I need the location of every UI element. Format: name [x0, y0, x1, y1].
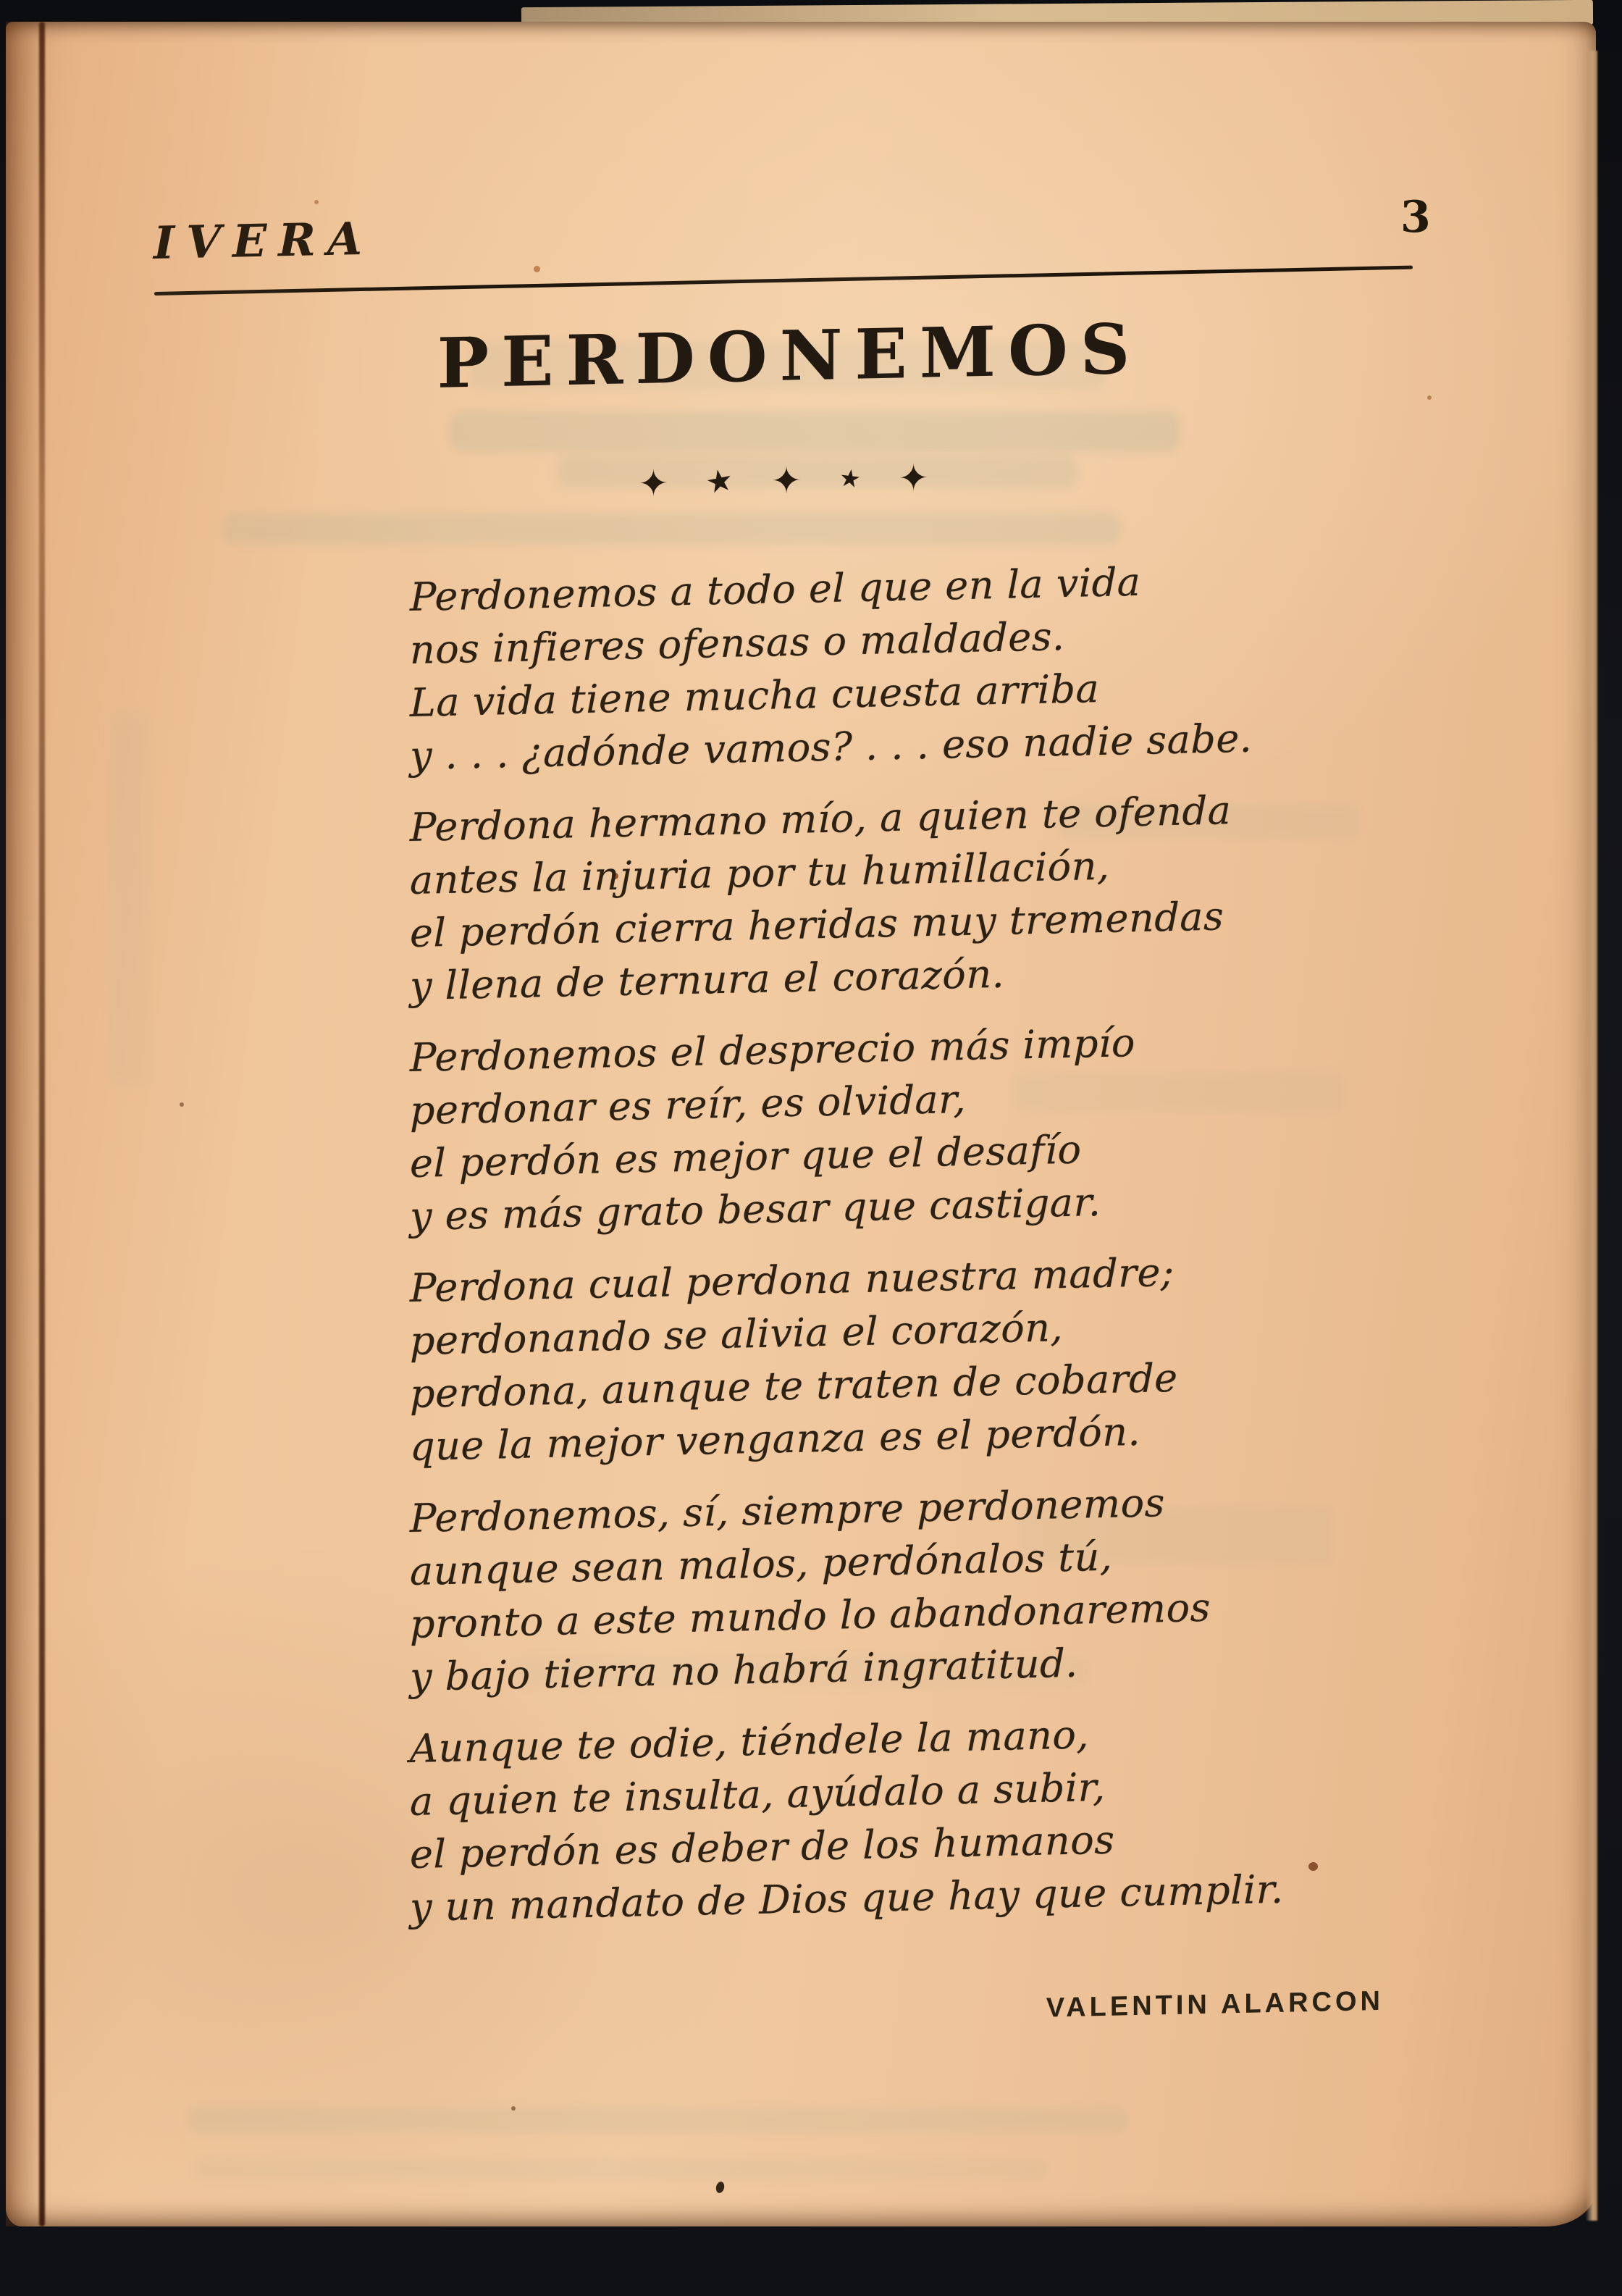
poem-line: y llena de ternura el corazón. [410, 950, 1005, 1009]
ghost-showthrough [449, 411, 1180, 452]
stanza [410, 548, 1482, 782]
poem-line: Perdonemos, sí, siempre perdonemos [410, 1480, 1165, 1541]
author-name: VALENTIN ALARCON [1046, 1985, 1384, 2024]
binding-crease [39, 22, 45, 2226]
poem-line: a quien te insulta, ayúdalo a subir, [410, 1764, 1106, 1824]
poem-line: nos infieres ofensas o maldades. [410, 613, 1065, 673]
four-point-star-icon: ✦ [771, 460, 802, 502]
ghost-showthrough [187, 2106, 1128, 2134]
poem-line: y bajo tierra no habrá ingratitud. [410, 1640, 1078, 1700]
five-point-star-icon: ★ [837, 465, 862, 494]
stanza [410, 779, 1482, 1013]
poem-title: PERDONEMOS [437, 309, 1143, 404]
paper-speck [314, 200, 319, 204]
poem-line: perdona, aunque te traten de cobarde [410, 1354, 1178, 1417]
poem-line: que la mejor venganza es el perdón. [410, 1408, 1141, 1470]
poem-line: Aunque te odie, tiéndele la mano, [410, 1711, 1090, 1772]
stanza [410, 1470, 1482, 1704]
poem-line: Perdonemos el desprecio más impío [410, 1020, 1135, 1081]
poem-line: y un mandato de Dios que hay que cumplir. [410, 1866, 1284, 1930]
stanza [410, 1009, 1482, 1243]
stanza [410, 1239, 1482, 1473]
running-title: IVERA [154, 211, 374, 269]
poem-line: el perdón es deber de los humanos [410, 1817, 1115, 1877]
four-point-star-icon: ✦ [898, 457, 929, 499]
poem-line: Perdona cual perdona nuestra madre; [410, 1249, 1175, 1311]
ghost-showthrough [107, 710, 151, 1086]
paper-speck [511, 2106, 516, 2111]
paper-speck [1427, 395, 1432, 400]
poem-line: perdonando se alivia el corazón, [410, 1304, 1064, 1364]
paper-speck [534, 266, 540, 272]
ghost-showthrough [194, 2158, 1049, 2180]
paper-speck [715, 2181, 726, 2194]
ghost-showthrough [223, 513, 1121, 545]
poem-line: perdonar es reír, es olvidar, [410, 1076, 967, 1134]
poem-line: Perdona hermano mío, a quien te ofenda [410, 787, 1232, 850]
poem-line: Perdonemos a todo el que en la vida [410, 558, 1141, 620]
four-point-star-icon: ✦ [638, 463, 669, 505]
poem-line: antes la injuria por tu humillación, [410, 842, 1110, 903]
poem-line: La vida tiene mucha cuesta arriba [410, 666, 1100, 726]
paper-speck [180, 1102, 184, 1107]
poem-body [410, 548, 1482, 1953]
poem-line: y . . . ¿adónde vamos? . . . eso nadie sabe. [410, 715, 1253, 779]
poem-line: pronto a este mundo lo abandonaremos [410, 1584, 1211, 1647]
stanza [410, 1700, 1482, 1934]
poem-line: el perdón es mejor que el desafío [410, 1126, 1082, 1186]
gutter-shadow [6, 22, 39, 2226]
poem-line: aunque sean malos, perdónalos tú, [410, 1533, 1113, 1594]
page-number: 3 [1400, 192, 1431, 243]
page-stack-edge [1586, 51, 1597, 2221]
header-rule [154, 266, 1413, 296]
poem-line: y es más grato besar que castigar. [410, 1179, 1101, 1239]
book-page [6, 22, 1596, 2226]
five-point-star-icon: ★ [703, 463, 736, 502]
poem-line: el perdón cierra heridas muy tremendas [410, 893, 1224, 956]
